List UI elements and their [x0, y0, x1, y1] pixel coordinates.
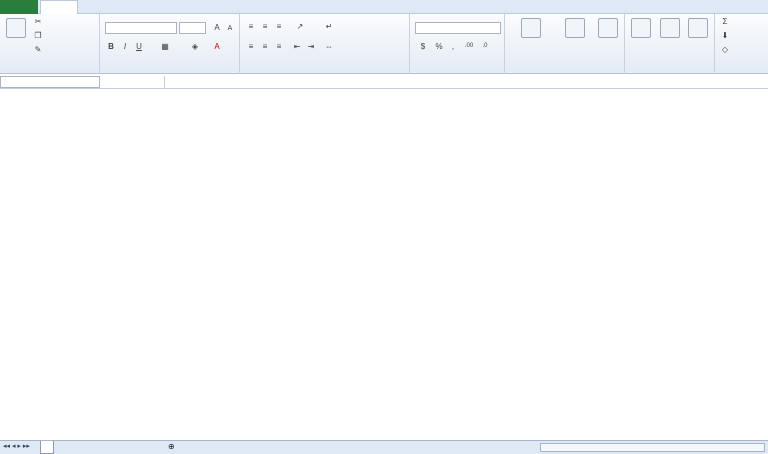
bold-icon[interactable]: B — [108, 42, 114, 51]
worksheet-grid[interactable] — [0, 90, 768, 440]
grow-font-icon[interactable]: A — [214, 23, 220, 32]
borders-icon[interactable]: ▦ — [161, 42, 169, 51]
font-color-icon[interactable]: A — [214, 42, 220, 51]
cut-icon[interactable]: ✂ — [34, 17, 42, 26]
horizontal-scrollbar[interactable] — [540, 443, 765, 452]
ribbon — [0, 14, 768, 74]
clear-icon[interactable]: ◇ — [721, 45, 729, 54]
sheet-tab-active[interactable] — [40, 441, 54, 454]
align-top-icon[interactable]: ≡ — [248, 22, 254, 31]
font-group — [100, 14, 240, 74]
conditional-formatting-icon[interactable] — [521, 18, 541, 38]
wrap-text-icon[interactable]: ↵ — [325, 22, 333, 31]
align-left-icon[interactable]: ≡ — [248, 42, 254, 51]
percent-icon[interactable]: % — [435, 42, 443, 51]
new-sheet-icon[interactable]: ⊕ — [168, 442, 175, 451]
ribbon-tab-bar — [0, 0, 768, 14]
paste-icon[interactable] — [6, 18, 26, 38]
fill-icon[interactable]: ⬇ — [721, 31, 729, 40]
clipboard-group — [0, 14, 100, 74]
formula-input[interactable] — [164, 76, 764, 88]
sheet-nav-icons[interactable]: ◂◂ ◂ ▸ ▸▸ — [3, 443, 30, 450]
decrease-indent-icon[interactable]: ⇤ — [293, 42, 301, 51]
sheet-tab-bar — [0, 440, 768, 454]
tab-home[interactable] — [40, 0, 78, 15]
number-group — [410, 14, 505, 74]
comma-style-icon[interactable]: , — [451, 42, 455, 51]
italic-icon[interactable]: I — [123, 42, 127, 51]
autosum-icon[interactable]: Σ — [722, 17, 728, 26]
number-format-select[interactable] — [415, 22, 501, 34]
increase-decimal-icon[interactable]: .00 — [464, 43, 474, 49]
align-bottom-icon[interactable]: ≡ — [276, 22, 282, 31]
font-name-select[interactable] — [105, 22, 177, 34]
copy-icon[interactable]: ❐ — [34, 31, 42, 40]
orientation-icon[interactable]: ↗ — [296, 22, 304, 31]
alignment-group — [240, 14, 410, 74]
format-cells-icon[interactable] — [688, 18, 708, 38]
insert-cells-icon[interactable] — [631, 18, 651, 38]
format-as-table-icon[interactable] — [565, 18, 585, 38]
tab-file[interactable] — [0, 0, 38, 14]
format-painter-icon[interactable]: ✎ — [34, 45, 42, 54]
font-size-select[interactable] — [179, 22, 206, 34]
align-center-icon[interactable]: ≡ — [262, 42, 268, 51]
styles-group — [505, 14, 625, 74]
decrease-decimal-icon[interactable]: .0 — [482, 43, 488, 49]
formula-bar — [0, 75, 768, 89]
increase-indent-icon[interactable]: ⇥ — [307, 42, 315, 51]
name-box[interactable] — [0, 76, 100, 88]
underline-icon[interactable]: U — [136, 42, 142, 51]
editing-group — [715, 14, 768, 74]
fill-color-icon[interactable]: ◈ — [191, 42, 199, 51]
shrink-font-icon[interactable]: A — [227, 25, 233, 32]
delete-cells-icon[interactable] — [660, 18, 680, 38]
cell-styles-icon[interactable] — [598, 18, 618, 38]
merge-center-icon[interactable]: ⇔ — [325, 42, 333, 51]
align-right-icon[interactable]: ≡ — [276, 42, 282, 51]
align-middle-icon[interactable]: ≡ — [262, 22, 268, 31]
cells-group — [625, 14, 715, 74]
currency-icon[interactable]: $ — [420, 42, 426, 51]
